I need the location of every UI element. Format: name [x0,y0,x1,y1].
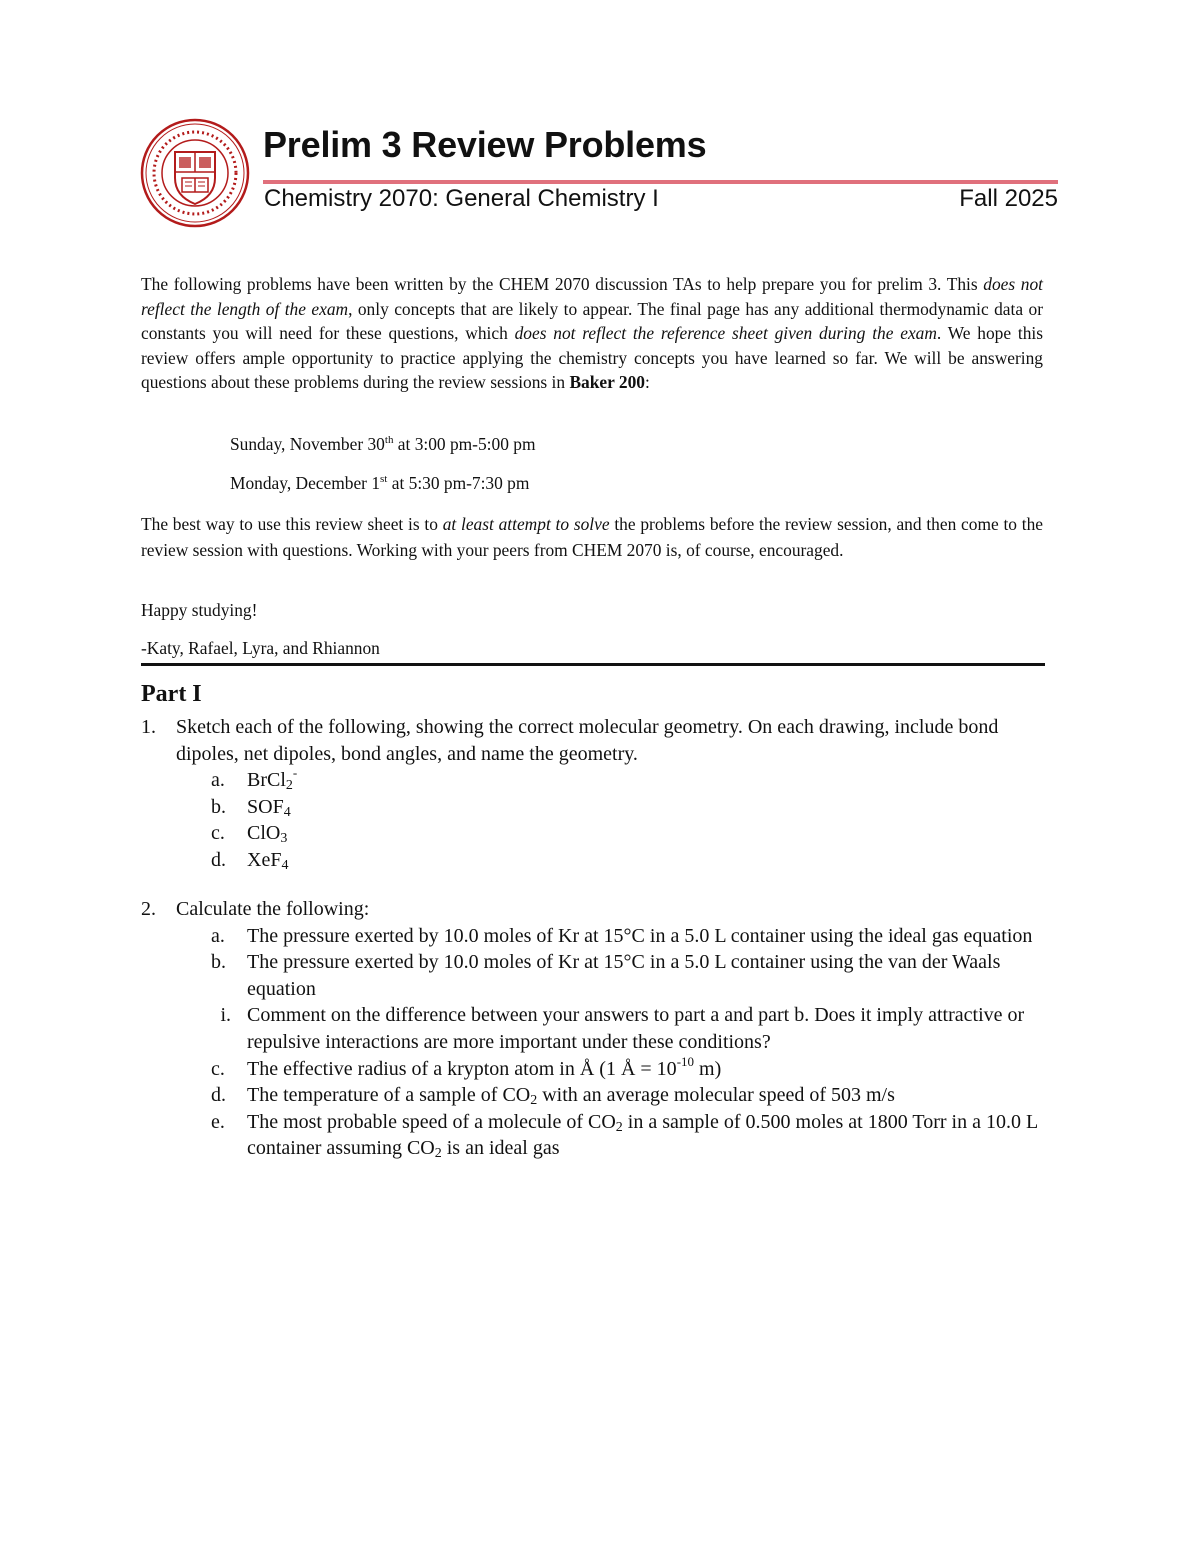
formula-subscript: 2 [285,778,293,794]
item-label: c. [211,1057,225,1080]
advice-paragraph [141,512,1043,563]
item-text: in a sample of 0.500 moles at 1800 Torr in a 10.0 L container assuming CO [247,1110,1038,1160]
formula-subscript: 3 [280,831,288,847]
subquestion-list [141,923,1061,1162]
molecule-formula: ClO [247,822,281,845]
list-item [141,1082,1061,1109]
question-number: 1. [141,716,156,738]
molecule-formula: XeF [247,848,282,871]
list-item [141,820,1061,847]
formula-subscript: 2 [615,1119,623,1135]
page-title: Prelim 3 Review Problems [263,124,707,165]
question-stem: Calculate the following: [176,898,370,920]
formula-subscript: 2 [434,1146,442,1162]
intro-paragraph [141,272,1043,395]
intro-text: The following problems have been written by the CHEM 2070 discussion TAs to help prepare you for prelim 3. This [141,274,984,294]
item-label: a. [211,924,225,947]
session-time: at 3:00 pm-5:00 pm [393,434,536,454]
item-label: c. [211,822,225,845]
review-session-sunday [230,434,535,455]
header-divider [263,180,1058,184]
ordinal-suffix: th [384,434,394,446]
item-text: The temperature of a sample of CO [247,1084,531,1107]
intro-emphasis: does not reflect the length of the exam [141,274,1043,319]
question-number: 2. [141,898,156,920]
item-text: The most probable speed of a molecule of CO [247,1110,616,1133]
formula-subscript: 2 [530,1093,538,1109]
molecule-formula: BrCl [247,769,286,792]
item-label: b. [211,951,226,974]
item-label: a. [211,769,225,792]
item-label: e. [211,1110,225,1133]
item-text: The pressure exerted by 10.0 moles of Kr at 15°C in a 5.0 L container using the ideal gas equation [247,924,1033,947]
list-item [141,923,1061,950]
molecule-formula: SOF [247,795,284,818]
review-location: Baker 200 [569,372,645,393]
item-text: m) [694,1057,722,1080]
question-1 [141,714,1061,874]
list-item [141,1053,1061,1083]
item-label: d. [211,848,226,871]
advice-emphasis: at least attempt to solve [442,514,610,534]
closing-line: Happy studying! [141,600,258,620]
item-text: is an ideal gas [441,1137,560,1160]
section-divider [141,663,1045,666]
question-2 [141,896,1061,1162]
intro-emphasis: does not reflect the reference sheet given during the exam [514,323,937,344]
formula-subscript: 4 [283,804,291,820]
session-date: Monday, December 1 [230,473,381,493]
list-item [141,949,1061,1002]
list-item [141,1002,1061,1055]
formula-charge: - [292,765,298,781]
item-label: d. [211,1084,226,1107]
list-item [141,794,1061,821]
exponent: -10 [676,1053,695,1069]
advice-text: the problems before the review session, and then come to the review session with questions. Working with your peers from CHEM 2070 is, of course, encouraged. [141,514,1044,560]
term-label: Fall 2025 [959,185,1058,212]
university-seal-logo [140,118,250,228]
item-text: with an average molecular speed of 503 m/s [537,1084,895,1107]
molecule-list [141,767,1061,873]
list-item [141,847,1061,874]
item-text: Comment on the difference between your answers to part a and part b. Does it imply attractive or repulsive interactions are more important under these conditions? [247,1004,1025,1053]
item-label: i. [220,1004,231,1027]
list-item [141,767,1061,794]
list-item [141,1109,1061,1162]
item-text: The pressure exerted by 10.0 moles of Kr at 15°C in a 5.0 L container using the van der Waals equation [247,951,1001,1000]
intro-text: : [644,372,650,393]
intro-text: . We hope this review offers ample opportunity to practice applying the chemistry concepts you have learned so far. We will be answering questions about these problems during the review sessions in [141,323,1044,393]
course-name: Chemistry 2070: General Chemistry I [264,185,659,212]
review-session-monday [230,473,529,494]
item-text: The effective radius of a krypton atom in Å (1 Å = 10 [247,1057,677,1080]
advice-text: The best way to use this review sheet is to [141,514,443,534]
intro-text: , only concepts that are likely to appear. The final page has any additional thermodynamic data or constants you will need for these questions, which [141,298,1043,344]
part-heading: Part I [141,681,202,707]
ordinal-suffix: st [380,473,388,485]
session-date: Sunday, November 30 [230,434,385,454]
author-signoff: -Katy, Rafael, Lyra, and Rhiannon [141,638,380,658]
session-time: at 5:30 pm-7:30 pm [387,473,530,493]
item-label: b. [211,795,226,818]
question-stem: Sketch each of the following, showing the correct molecular geometry. On each drawing, include bond dipoles, net dipoles, bond angles, and name the geometry. [176,716,999,765]
formula-subscript: 4 [281,857,289,873]
